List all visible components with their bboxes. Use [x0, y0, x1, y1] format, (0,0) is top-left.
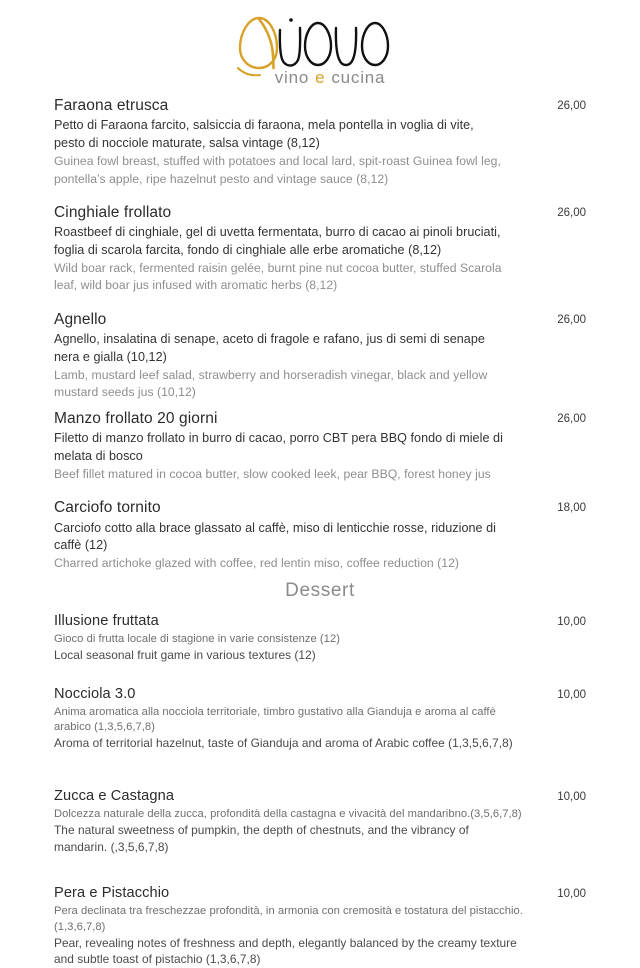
menu-item [54, 612, 586, 664]
menu-item [54, 787, 586, 855]
logo-letter-o1-icon [305, 23, 331, 65]
logo-tagline-vino: vino [274, 68, 310, 87]
item-description-en: Wild boar rack, fermented raisin gelée, burnt pine nut cocoa butter, stuffed Scarola leaf, wild boar jus infused with aromatic herbs (8,12) [54, 261, 502, 293]
item-price: 18,00 [557, 502, 586, 515]
item-price: 10,00 [557, 688, 586, 701]
logo-letter-u-icon [280, 18, 300, 65]
item-description-en: Local seasonal fruit game in various textures (12) [54, 648, 316, 663]
menu-item [54, 884, 586, 968]
menu-item [54, 310, 586, 402]
item-description-en: Lamb, mustard leef salad, strawberry and horseradish vinegar, black and yellow mustard seeds jus (10,12) [54, 367, 488, 400]
item-name: Agnello [54, 310, 107, 328]
menu-item [54, 685, 586, 752]
item-name: Cinghiale frollato [54, 203, 172, 221]
item-name: Faraona etrusca [54, 97, 169, 114]
logo-orange-egg-icon [240, 18, 277, 68]
item-description-it: Roastbeef di cinghiale, gel di uvetta fermentata, burro di cacao ai pinoli bruciati, foglia di scarola farcita, fondo di cinghiale alle erbe aromatiche (8,12) [54, 225, 501, 258]
item-description-it: Dolcezza naturale della zucca, profondità della castagna e vivacità del mandaribno.(3,5,6,7,8) [54, 807, 522, 820]
item-name: Illusione fruttata [54, 612, 159, 629]
item-price: 26,00 [557, 206, 586, 219]
logo-letter-o2-icon [362, 23, 388, 65]
menu-section-main-courses [54, 96, 586, 573]
menu-section-desserts [54, 612, 586, 968]
item-price: 10,00 [557, 888, 586, 901]
item-price: 26,00 [557, 412, 586, 425]
item-name: Zucca e Castagna [54, 787, 175, 804]
item-name: Carciofo tornito [54, 499, 161, 517]
menu-item [54, 409, 586, 484]
item-price: 10,00 [557, 790, 586, 803]
item-description-it: Gioco di frutta locale di stagione in varie consistenze (12) [54, 632, 340, 645]
item-description-en: Beef fillet matured in cocoa butter, slow cooked leek, pear BBQ, forest honey jus [54, 466, 491, 481]
logo-letter-v-icon [336, 28, 356, 65]
section-title: Dessert [285, 579, 355, 601]
item-name: Nocciola 3.0 [54, 685, 136, 702]
logo-header [0, 0, 640, 96]
item-description-en: Guinea fowl breast, stuffed with potatoes and local lard, spit-roast Guinea fowl leg, pontella’s apple, ripe hazelnut pesto and vintage sauce (8,12) [54, 154, 501, 186]
menu-item [54, 96, 586, 188]
menu-item [54, 498, 586, 573]
item-description-en: Aroma of territorial hazelnut, taste of Gianduja and aroma of Arabic coffee (1,3,5,6,7,8) [54, 736, 513, 751]
item-description-it: Agnello, insalatina di senape, aceto di fragole e rafano, jus di semi di senape nera e gialla (10,12) [54, 332, 485, 365]
dessert-section-heading [54, 580, 586, 602]
menu-body [0, 96, 640, 968]
brand-logo [232, 10, 408, 92]
item-price: 26,00 [557, 313, 586, 326]
item-name: Pera e Pistacchio [54, 885, 170, 902]
menu-item [54, 203, 586, 295]
item-description-it: Carciofo cotto alla brace glassato al caffè, miso di lenticchie rosse, riduzione di caffè (12) [54, 520, 496, 553]
item-description-en: The natural sweetness of pumpkin, the depth of chestnuts, and the vibrancy of mandarin. (,3,5,6,7,8) [54, 823, 469, 854]
item-price: 26,00 [557, 100, 586, 112]
item-description-it: Petto di Faraona farcito, salsiccia di faraona, mela pontella in voglia di vite, pesto di nocciole maturate, salsa vintage (8,12) [54, 118, 474, 151]
item-description-it: Filetto di manzo frollato in burro di cacao, porro CBT pera BBQ fondo di miele di melata di bosco [54, 431, 503, 463]
item-description-en: Charred artichoke glazed with coffee, red lentin miso, coffee reduction (12) [54, 556, 459, 571]
item-price: 10,00 [557, 615, 586, 628]
logo-tagline-e: e [315, 68, 326, 87]
item-description-it: Anima aromatica alla nocciola territoriale, timbro gustativo alla Gianduja e aroma al caffè arabico (1,3,5,6,7,8) [54, 705, 496, 734]
item-name: Manzo frollato 20 giorni [54, 409, 218, 427]
logo-tagline-cucina: cucina [331, 68, 386, 87]
item-description-it: Pera declinata tra freschezzae profondità, in armonia con cremosità e tostatura del pistacchio. (1,3,6,7,8) [54, 905, 523, 933]
item-description-en: Pear, revealing notes of freshness and depth, elegantly balanced by the creamy texture and subtle toast of pistachio (1,3,6,7,8) [54, 935, 517, 967]
